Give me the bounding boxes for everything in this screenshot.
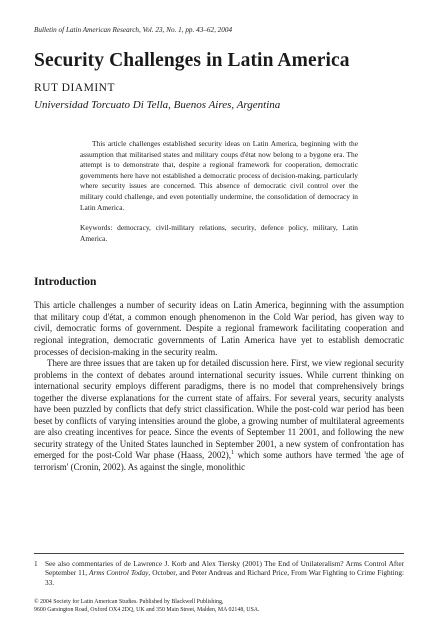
footnotes xyxy=(34,553,404,587)
article-title: Security Challenges in Latin America xyxy=(34,50,350,71)
introduction-paragraph-1: This article challenges a number of security ideas on Latin America, beginning with the assumption that military coup d'état, a common enough phenomenon in the Cold War period, has given way to civil, democratic forms of government. Despite a regional framework facilitating cooperation and regional integration, democratic governments of Latin America have yet to establish democratic processes of decision-making in the security realm. xyxy=(34,300,404,357)
footnote-number: 1 xyxy=(34,559,38,568)
footnote-1 xyxy=(34,559,404,587)
section-heading-introduction: Introduction xyxy=(34,276,97,289)
journal-citation-header: Bulletin of Latin American Research, Vol. 23, No. 1, pp. 43–62, 2004 xyxy=(34,26,233,34)
publisher-footer xyxy=(34,598,404,614)
footnote-reference-marker: 1 xyxy=(231,450,234,457)
copyright-line: © 2004 Society for Latin American Studies. Published by Blackwell Publishing, xyxy=(34,599,224,605)
keywords: Keywords: democracy, civil-military relations, security, defence policy, military, Latin America. xyxy=(80,223,358,243)
paragraph-2-text-before-note: There are three issues that are taken up for detailed discussion here. First, we view regional security problems in the context of debates around international security issues. While current thinking on international security employs different paradigms, there is no model that comprehensively brings together the diverse explanations for the current state of affairs. For several years, security analysts have been puzzled by conflicts that defy strict classification. While the post-cold war period has been beset by conflicts of varying intensities around the globe, a growing number of multilateral agreements are also creating incentives for peace. Since the events of September 11 2001, and following the new security strategy of the United States launched in September 2001, a new system of confrontation has emerged for the post-Cold War phase (Haass, 2002), xyxy=(34,358,404,461)
paragraph-2-text-after-note: which some authors have termed 'the age of terrorism' (Cronin, 2002). As against the single, monolithic xyxy=(34,450,404,472)
footnote-text-part-1: See also commentaries of de Lawrence J. Korb and Alex Tiersky (2001) The End of Unilateralism? Arms Control After September 11, xyxy=(45,559,404,578)
author-affiliation: Universidad Torcuato Di Tella, Buenos Aires, Argentina xyxy=(34,99,281,111)
footnote-text-part-2: , October, and Peter Andreas and Richard Price, From War Fighting to Crime Fighting: 33. xyxy=(45,568,405,587)
publisher-address: 9600 Garsington Road, Oxford OX4 2DQ, UK and 350 Main Street, Malden, MA 02148, USA. xyxy=(34,607,260,613)
introduction-body xyxy=(34,300,404,473)
introduction-paragraph-2 xyxy=(34,358,404,473)
author-name: RUT DIAMINT xyxy=(34,82,115,94)
abstract xyxy=(80,139,358,244)
abstract-text: This article challenges established security ideas on Latin America, beginning with the assumption that militarised states and military coups d'état now belong to a bygone era. The attempt is to demonstrate that, despite a regional framework for cooperation, democratic governments here have not established a democratic process of decision-making, particularly where security issues are concerned. This absence of democratic civil control over the military could challenge, and even potentially undermine, the consolidation of democracy in Latin America. xyxy=(80,139,358,212)
footnote-divider xyxy=(34,553,404,554)
footnote-italic-title: Arms Control Today xyxy=(89,568,149,578)
